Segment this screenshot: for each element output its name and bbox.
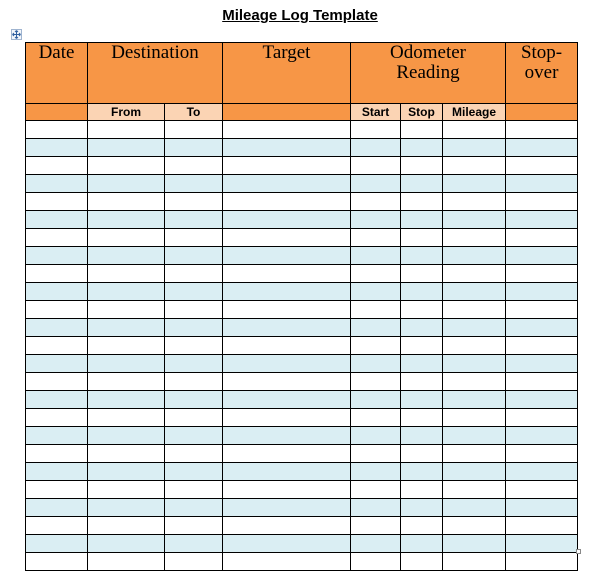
table-row [26,499,578,517]
start-cell[interactable] [351,301,401,319]
mileage-cell[interactable] [443,517,506,535]
stopover-cell[interactable] [506,139,578,157]
stop-cell[interactable] [401,553,443,571]
to-cell[interactable] [165,157,223,175]
target-cell[interactable] [223,283,351,301]
subheader-to: To [165,104,223,121]
target-cell[interactable] [223,499,351,517]
target-subheader-spacer [223,104,351,121]
stop-cell[interactable] [401,355,443,373]
mileage-cell[interactable] [443,175,506,193]
date-cell[interactable] [26,157,88,175]
mileage-cell[interactable] [443,139,506,157]
mileage-cell[interactable] [443,265,506,283]
table-row [26,391,578,409]
from-cell[interactable] [88,139,165,157]
stopover-cell[interactable] [506,355,578,373]
stopover-cell[interactable] [506,247,578,265]
from-cell[interactable] [88,427,165,445]
table-resize-handle-icon[interactable] [576,549,581,554]
mileage-cell[interactable] [443,481,506,499]
subheader-stop: Stop [401,104,443,121]
stop-cell[interactable] [401,337,443,355]
mileage-cell[interactable] [443,157,506,175]
table-row [26,301,578,319]
start-cell[interactable] [351,319,401,337]
target-cell[interactable] [223,175,351,193]
to-cell[interactable] [165,175,223,193]
stop-cell[interactable] [401,247,443,265]
mileage-cell[interactable] [443,193,506,211]
target-cell[interactable] [223,355,351,373]
date-cell[interactable] [26,337,88,355]
date-cell[interactable] [26,139,88,157]
start-cell[interactable] [351,337,401,355]
start-cell[interactable] [351,499,401,517]
target-cell[interactable] [223,427,351,445]
stopover-cell[interactable] [506,409,578,427]
from-cell[interactable] [88,373,165,391]
table-row [26,265,578,283]
stop-cell[interactable] [401,445,443,463]
stop-cell[interactable] [401,319,443,337]
stop-cell[interactable] [401,175,443,193]
start-cell[interactable] [351,355,401,373]
document-title: Mileage Log Template [222,7,378,24]
date-cell[interactable] [26,445,88,463]
from-cell[interactable] [88,517,165,535]
target-cell[interactable] [223,445,351,463]
date-cell[interactable] [26,391,88,409]
stop-cell[interactable] [401,265,443,283]
stopover-cell[interactable] [506,211,578,229]
stopover-cell[interactable] [506,535,578,553]
table-row [26,373,578,391]
date-cell[interactable] [26,229,88,247]
stop-cell[interactable] [401,301,443,319]
stopover-cell[interactable] [506,319,578,337]
target-cell[interactable] [223,229,351,247]
from-cell[interactable] [88,157,165,175]
to-cell[interactable] [165,535,223,553]
date-cell[interactable] [26,553,88,571]
mileage-cell[interactable] [443,463,506,481]
date-subheader-spacer [26,104,88,121]
stopover-cell[interactable] [506,463,578,481]
target-cell[interactable] [223,463,351,481]
mileage-cell[interactable] [443,535,506,553]
from-cell[interactable] [88,445,165,463]
from-cell[interactable] [88,409,165,427]
mileage-cell[interactable] [443,355,506,373]
mileage-cell[interactable] [443,373,506,391]
start-cell[interactable] [351,463,401,481]
to-cell[interactable] [165,445,223,463]
date-cell[interactable] [26,535,88,553]
to-cell[interactable] [165,481,223,499]
start-cell[interactable] [351,481,401,499]
stop-cell[interactable] [401,121,443,139]
table-row [26,211,578,229]
table-row [26,175,578,193]
start-cell[interactable] [351,211,401,229]
mileage-cell[interactable] [443,337,506,355]
table-row [26,337,578,355]
table-row [26,121,578,139]
date-cell[interactable] [26,193,88,211]
from-cell[interactable] [88,553,165,571]
stopover-cell[interactable] [506,121,578,139]
target-cell[interactable] [223,391,351,409]
stopover-cell[interactable] [506,193,578,211]
start-cell[interactable] [351,139,401,157]
target-cell[interactable] [223,157,351,175]
start-cell[interactable] [351,517,401,535]
start-cell[interactable] [351,553,401,571]
target-cell[interactable] [223,211,351,229]
header-destination: Destination [88,43,223,84]
stop-cell[interactable] [401,481,443,499]
target-cell[interactable] [223,553,351,571]
date-cell[interactable] [26,373,88,391]
stop-cell[interactable] [401,535,443,553]
table-row [26,283,578,301]
target-cell[interactable] [223,121,351,139]
date-cell[interactable] [26,409,88,427]
to-cell[interactable] [165,139,223,157]
mileage-cell[interactable] [443,445,506,463]
start-cell[interactable] [351,427,401,445]
date-cell[interactable] [26,247,88,265]
from-cell[interactable] [88,121,165,139]
from-cell[interactable] [88,337,165,355]
stop-cell[interactable] [401,463,443,481]
to-cell[interactable] [165,193,223,211]
start-cell[interactable] [351,157,401,175]
table-row [26,481,578,499]
from-cell[interactable] [88,391,165,409]
date-cell[interactable] [26,283,88,301]
date-cell[interactable] [26,355,88,373]
header-target: Target [223,43,351,104]
stopover-cell[interactable] [506,337,578,355]
target-cell[interactable] [223,373,351,391]
mileage-log-table [25,42,578,571]
start-cell[interactable] [351,229,401,247]
stopover-cell[interactable] [506,427,578,445]
to-cell[interactable] [165,391,223,409]
mileage-cell[interactable] [443,247,506,265]
mileage-cell[interactable] [443,499,506,517]
mileage-cell[interactable] [443,427,506,445]
mileage-cell[interactable] [443,553,506,571]
stop-cell[interactable] [401,409,443,427]
stop-cell[interactable] [401,427,443,445]
table-row [26,229,578,247]
from-cell[interactable] [88,229,165,247]
stopover-cell[interactable] [506,445,578,463]
date-cell[interactable] [26,175,88,193]
to-cell[interactable] [165,463,223,481]
table-row [26,319,578,337]
to-cell[interactable] [165,355,223,373]
date-cell[interactable] [26,319,88,337]
from-cell[interactable] [88,301,165,319]
to-cell[interactable] [165,373,223,391]
stop-cell[interactable] [401,499,443,517]
target-cell[interactable] [223,193,351,211]
start-cell[interactable] [351,283,401,301]
start-cell[interactable] [351,391,401,409]
to-cell[interactable] [165,427,223,445]
table-row [26,553,578,571]
stopover-cell[interactable] [506,391,578,409]
subheader-from: From [88,104,165,121]
to-cell[interactable] [165,265,223,283]
mileage-cell[interactable] [443,391,506,409]
from-cell[interactable] [88,265,165,283]
start-cell[interactable] [351,445,401,463]
date-cell[interactable] [26,121,88,139]
target-cell[interactable] [223,265,351,283]
odometer-header-spacer [351,83,506,104]
mileage-cell[interactable] [443,409,506,427]
date-cell[interactable] [26,427,88,445]
target-cell[interactable] [223,517,351,535]
from-cell[interactable] [88,535,165,553]
target-cell[interactable] [223,139,351,157]
stopover-cell[interactable] [506,553,578,571]
start-cell[interactable] [351,265,401,283]
stopover-cell[interactable] [506,265,578,283]
table-row [26,193,578,211]
subheader-mileage: Mileage [443,104,506,121]
header-stopover: Stop-over [506,43,578,104]
to-cell[interactable] [165,247,223,265]
from-cell[interactable] [88,175,165,193]
to-cell[interactable] [165,499,223,517]
to-cell[interactable] [165,553,223,571]
target-cell[interactable] [223,535,351,553]
target-cell[interactable] [223,481,351,499]
header-odometer-reading: Odometer Reading [351,43,506,84]
table-row [26,355,578,373]
destination-header-spacer [88,83,223,104]
table-row [26,517,578,535]
target-cell[interactable] [223,319,351,337]
to-cell[interactable] [165,283,223,301]
to-cell[interactable] [165,229,223,247]
date-cell[interactable] [26,463,88,481]
mileage-cell[interactable] [443,283,506,301]
stopover-cell[interactable] [506,517,578,535]
log-rows [26,121,578,571]
date-cell[interactable] [26,517,88,535]
from-cell[interactable] [88,463,165,481]
stop-cell[interactable] [401,211,443,229]
mileage-cell[interactable] [443,301,506,319]
stopover-cell[interactable] [506,283,578,301]
stopover-cell[interactable] [506,175,578,193]
from-cell[interactable] [88,319,165,337]
date-cell[interactable] [26,481,88,499]
stop-cell[interactable] [401,229,443,247]
target-cell[interactable] [223,337,351,355]
stop-cell[interactable] [401,391,443,409]
date-cell[interactable] [26,301,88,319]
mileage-cell[interactable] [443,121,506,139]
from-cell[interactable] [88,355,165,373]
start-cell[interactable] [351,121,401,139]
table-row [26,409,578,427]
to-cell[interactable] [165,337,223,355]
table-row [26,139,578,157]
table-row [26,445,578,463]
from-cell[interactable] [88,499,165,517]
stop-cell[interactable] [401,517,443,535]
table-row [26,427,578,445]
to-cell[interactable] [165,319,223,337]
stop-cell[interactable] [401,283,443,301]
start-cell[interactable] [351,247,401,265]
stop-cell[interactable] [401,373,443,391]
table-row [26,463,578,481]
table-move-handle-icon[interactable] [11,29,22,40]
mileage-cell[interactable] [443,319,506,337]
mileage-cell[interactable] [443,211,506,229]
header-date: Date [26,43,88,104]
stop-cell[interactable] [401,193,443,211]
start-cell[interactable] [351,175,401,193]
start-cell[interactable] [351,193,401,211]
from-cell[interactable] [88,481,165,499]
mileage-cell[interactable] [443,229,506,247]
stopover-cell[interactable] [506,157,578,175]
stopover-cell[interactable] [506,499,578,517]
from-cell[interactable] [88,247,165,265]
target-cell[interactable] [223,409,351,427]
stopover-cell[interactable] [506,229,578,247]
start-cell[interactable] [351,409,401,427]
stopover-cell[interactable] [506,301,578,319]
stopover-cell[interactable] [506,373,578,391]
start-cell[interactable] [351,373,401,391]
stopover-cell[interactable] [506,481,578,499]
target-cell[interactable] [223,301,351,319]
subheader-start: Start [351,104,401,121]
date-cell[interactable] [26,265,88,283]
from-cell[interactable] [88,193,165,211]
table-row [26,247,578,265]
to-cell[interactable] [165,121,223,139]
stop-cell[interactable] [401,139,443,157]
to-cell[interactable] [165,211,223,229]
target-cell[interactable] [223,247,351,265]
stopover-subheader-spacer [506,104,578,121]
from-cell[interactable] [88,211,165,229]
from-cell[interactable] [88,283,165,301]
table-row [26,157,578,175]
to-cell[interactable] [165,409,223,427]
to-cell[interactable] [165,517,223,535]
to-cell[interactable] [165,301,223,319]
start-cell[interactable] [351,535,401,553]
stop-cell[interactable] [401,157,443,175]
date-cell[interactable] [26,211,88,229]
table-row [26,535,578,553]
date-cell[interactable] [26,499,88,517]
